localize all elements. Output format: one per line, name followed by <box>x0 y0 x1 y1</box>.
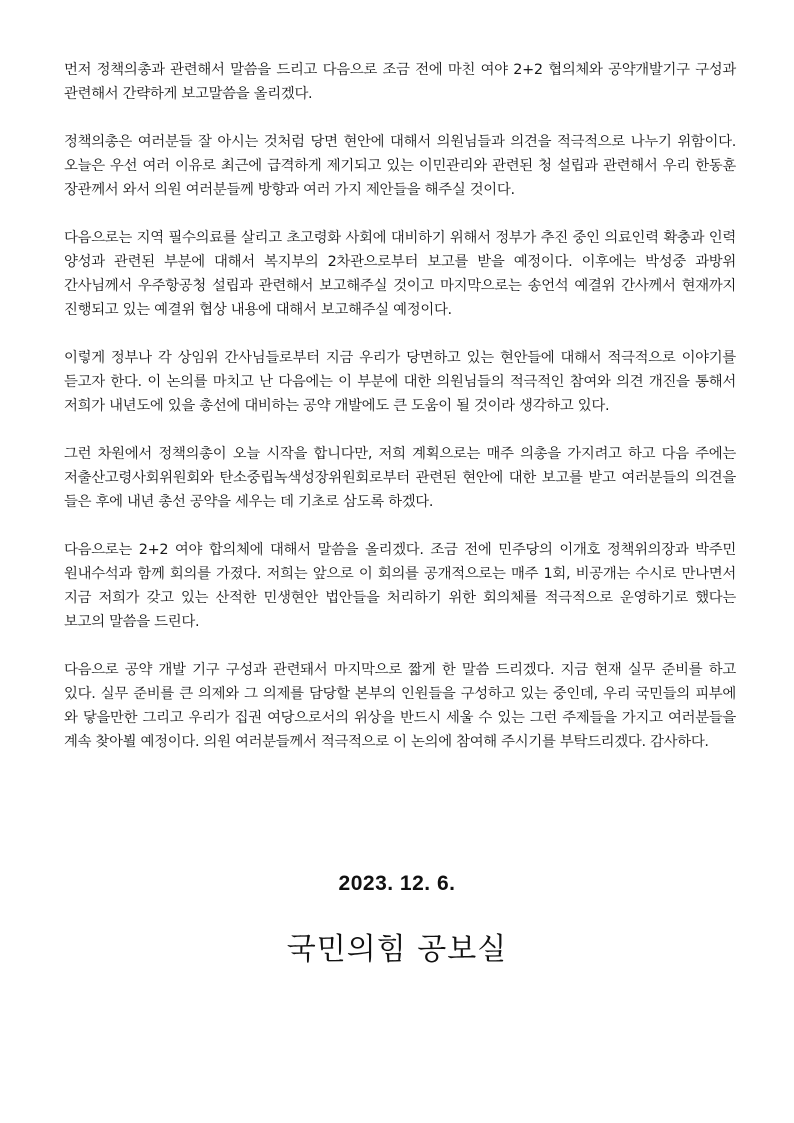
paragraph-1: 먼저 정책의총과 관련해서 말씀을 드리고 다음으로 조금 전에 마친 여야 2+2 협의체와 공약개발기구 구성과 관련해서 간략하게 보고말씀을 올리겠다. <box>64 62 736 102</box>
paragraph-5: 그런 차원에서 정책의총이 오늘 시작을 합니다만, 저희 계획으로는 매주 의총을 가지려고 하고 다음 주에는 저출산고령사회위원회와 탄소중립녹색성장위원회로부터 관련된 현안에 대한 보고를 받고 여러분들의 의견을 들은 후에 내년 총선 공약을 세우는 데 기초로 삼도록 하겠다. <box>64 446 736 510</box>
paragraph-2: 정책의총은 여러분들 잘 아시는 것처럼 당면 현안에 대해서 의원님들과 의견을 적극적으로 나누기 위함이다. 오늘은 우선 여러 이유로 최근에 급격하게 제기되고 있는 이민관리와 관련된 청 설립과 관련해서 우리 한동훈 장관께서 와서 의원 여러분들께 방향과 여러 가지 제안들을 해주실 것이다. <box>64 134 736 198</box>
paragraph-3: 다음으로는 지역 필수의료를 살리고 초고령화 사회에 대비하기 위해서 정부가 추진 중인 의료인력 확충과 인력 양성과 관련된 부분에 대해서 복지부의 2차관으로부터 보고를 받을 예정이다. 이후에는 박성중 과방위 간사님께서 우주항공청 설립과 관련해서 보고해주실 것이고 마지막으로는 송언석 예결위 간사께서 현재까지 진행되고 있는 예결위 협상 내용에 대해서 보고해주실 예정이다. <box>64 230 736 318</box>
statement-body <box>64 58 736 778</box>
issuing-organization: 국민의힘 공보실 <box>286 932 508 967</box>
paragraph-6: 다음으로는 2+2 여야 합의체에 대해서 말씀을 올리겠다. 조금 전에 민주당의 이개호 정책위의장과 박주민 원내수석과 함께 회의를 가졌다. 저희는 앞으로 이 회의를 공개적으로는 매주 1회, 비공개는 수시로 만나면서 지금 저희가 갖고 있는 산적한 민생현안 법안들을 처리하기 위한 회의체를 적극적으로 운영하기로 했다는 보고의 말씀을 드린다. <box>64 542 736 630</box>
paragraph-7: 다음으로 공약 개발 기구 구성과 관련돼서 마지막으로 짧게 한 말씀 드리겠다. 지금 현재 실무 준비를 하고 있다. 실무 준비를 큰 의제와 그 의제를 담당할 본부의 인원들을 구성하고 있는 중인데, 우리 국민들의 피부에 와 닿을만한 그리고 우리가 집권 여당으로서의 위상을 반드시 세울 수 있는 그런 주제들을 가지고 여러분들을 계속 찾아뵐 예정이다. 의원 여러분들께서 적극적으로 이 논의에 참여해 주시기를 부탁드리겠다. 감사하다. <box>64 662 736 750</box>
paragraph-4: 이렇게 정부나 각 상임위 간사님들로부터 지금 우리가 당면하고 있는 현안들에 대해서 적극적으로 이야기를 듣고자 한다. 이 논의를 마치고 난 다음에는 이 부분에 대한 의원님들의 적극적인 참여와 의견 개진을 통해서 저희가 내년도에 있을 총선에 대비하는 공약 개발에도 큰 도움이 될 것이라 생각하고 있다. <box>64 350 736 414</box>
release-date: 2023. 12. 6. <box>338 872 456 895</box>
